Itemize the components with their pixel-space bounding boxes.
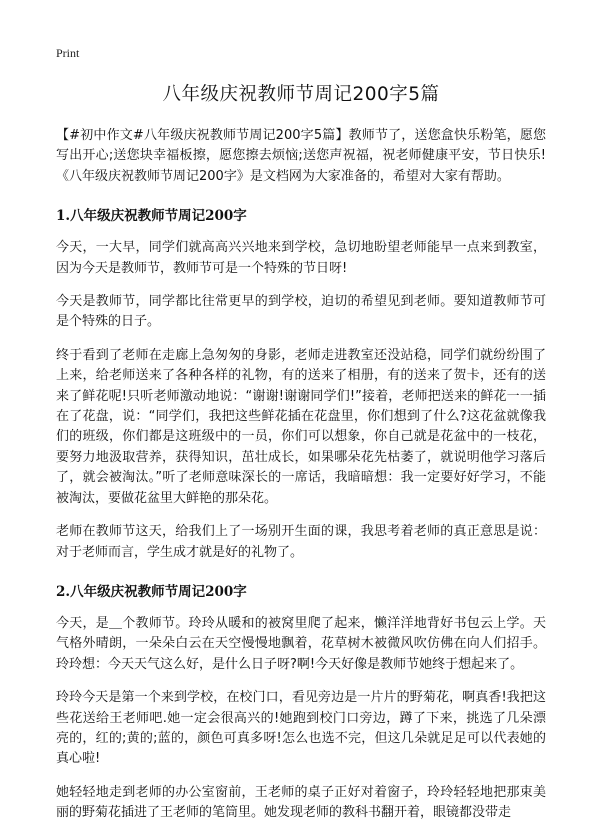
document-body <box>56 80 546 837</box>
intro-paragraph: 【#初中作文#八年级庆祝教师节周记200字5篇】教师节了，送您盒快乐粉笔，愿您写出开心;送您块幸福板擦，愿您擦去烦恼;送您声祝福，祝老师健康平安，节日快乐!《八年级庆祝教师节周记200字》是文档网为大家准备的，希望对大家有帮助。 <box>56 128 546 184</box>
section-heading: 2.八年级庆祝教师节周记200字 <box>56 583 247 600</box>
paragraph: 玲玲今天是第一个来到学校，在校门口，看见旁边是一片片的野菊花，啊真香!我把这些花送给王老师吧.她一定会很高兴的!她跑到校门口旁边，蹲了下来，挑选了几朵漂亮的，红的;黄的;蓝的，颜色可真多呀!怎么也选不完，但这几朵就足足可以代表她的真心啦! <box>56 690 546 767</box>
paragraph: 今天，一大早，同学们就高高兴兴地来到学校，急切地盼望老师能早一点来到教室，因为今天是教师节，教师节可是一个特殊的节日呀! <box>56 240 546 276</box>
paragraph: 今天是教师节，同学都比往常更早的到学校，迫切的希望见到老师。要知道教师节可是个特殊的日子。 <box>56 294 546 330</box>
paragraph: 老师在教师节这天，给我们上了一场别开生面的课，我思考着老师的真正意思是说：对于老师而言，学生成才就是好的礼物了。 <box>56 524 546 560</box>
page-title: 八年级庆祝教师节周记200字5篇 <box>162 84 440 105</box>
paragraph: 今天，是＿个教师节。玲玲从暖和的被窝里爬了起来，懒洋洋地背好书包云上学。天气格外晴朗，一朵朵白云在天空慢慢地飘着，花草树木被微风吹仿佛在向人们招手。玲玲想：今天天气这么好，是什么日子呀?啊!今天好像是教师节她终于想起来了。 <box>56 615 546 672</box>
paragraph: 终于看到了老师在走廊上急匆匆的身影，老师走进教室还没站稳，同学们就纷纷围了上来，给老师送来了各种各样的礼物，有的送来了相册，有的送来了贺卡，还有的送来了鲜花呢!只听老师激动地说：“谢谢!谢谢同学们!”接着，老师把送来的鲜花一一插在了花盘，说：“同学们，我把这些鲜花插在花盘里，你们想到了什么?这花盆就像我们的班级，你们都是这班级中的一员，你们可以想象，你自己就是花盆中的一枝花，要努力地汲取营养，获得知识，茁壮成长，如果哪朵花先枯萎了，就说明他学习落后了，就会被淘汰。”听了老师意味深长的一席话，我暗暗想：我一定要好好学习，不能被淘汰，要做花盆里大鲜艳的那朵花。 <box>56 347 546 506</box>
section-heading: 1.八年级庆祝教师节周记200字 <box>56 208 247 225</box>
print-link[interactable]: Print <box>56 46 80 60</box>
paragraph: 她轻轻地走到老师的办公室窗前，王老师的桌子正好对着窗子，玲玲轻轻地把那束美丽的野菊花插进了王老师的笔筒里。她发现老师的教科书翻开着，眼镜都没带走 <box>56 784 546 821</box>
